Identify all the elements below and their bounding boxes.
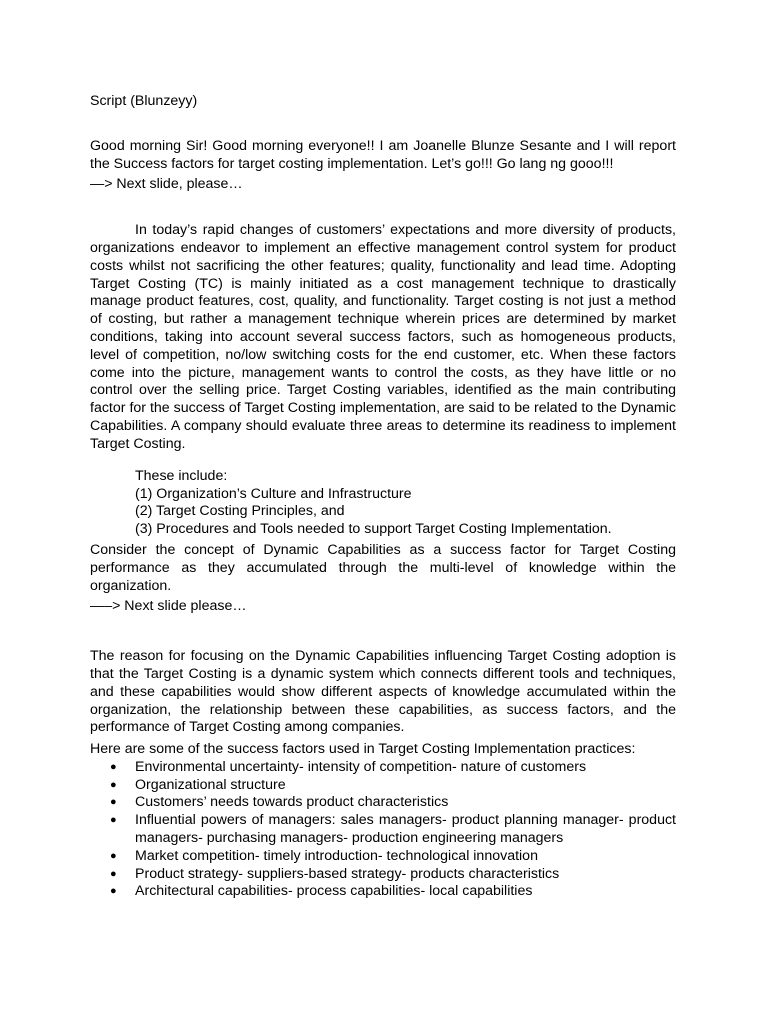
success-factors-list (90, 759, 676, 901)
list-item: ● Influential powers of managers: sales managers- product planning manager- product managers- purchasing managers- production engineering managers (110, 812, 676, 846)
success-factors-section (90, 741, 676, 901)
bullet-icon: ● (110, 796, 117, 809)
these-include-label: These include: (135, 467, 228, 484)
area-item: (1) Organization’s Culture and Infrastructure (135, 485, 412, 502)
list-item: ● Market competition- timely introduction- technological innovation (110, 847, 538, 864)
list-item: ● Environmental uncertainty- intensity of competition- nature of customers (110, 758, 587, 775)
next-slide-note-2: —–> Next slide please… (90, 598, 247, 614)
list-item: ● Customers’ needs towards product characteristics (110, 794, 449, 811)
area-item: (3) Procedures and Tools needed to support Target Costing Implementation. (135, 521, 612, 538)
reason-paragraph: The reason for focusing on the Dynamic Capabilities influencing Target Costing adoption is that the Target Costing is a dynamic system which connects different tools and techniques, and these capabilities would show different aspects of knowledge accumulated within the organization, the relationship between these capabilities, as success factors, and the performance of Target Costing among companies. (90, 648, 676, 736)
intro-paragraph: In today’s rapid changes of customers’ expectations and more diversity of products, organizations endeavor to implement an effective management control system for product costs whilst not sacrificing the other features; quality, functionality and lead time. Adopting Target Costing (TC) is mainly initiated as a cost management technique to drastically manage product features, cost, quality, and functionality. Target costing is not just a method of costing, but rather a management technique wherein prices are determined by market conditions, taking into account several success factors, such as homogeneous products, level of competition, no/low switching costs for the end customer, etc. When these factors come into the picture, management wants to control the costs, as they have little or no control over the selling price. Target Costing variables, identified as the main contributing factor for the success of Target Costing implementation, are said to be related to the Dynamic Capabilities. A company should evaluate three areas to determine its readiness to implement Target Costing. These include: (1) Organization’s Culture and Infrastructure (2) Target Costing Principles, and (3) Procedures and Tools needed to support Target Costing Implementation. (90, 222, 676, 538)
area-item: (2) Target Costing Principles, and (135, 503, 345, 520)
script-title: Script (Blunzeyy) (90, 93, 198, 109)
factors-intro: Here are some of the success factors used in Target Costing Implementation practices: (90, 741, 636, 757)
next-slide-note-1: —> Next slide, please… (90, 176, 243, 192)
list-item: ● Organizational structure (110, 776, 286, 793)
bullet-icon: ● (110, 849, 117, 862)
bullet-icon: ● (110, 778, 117, 791)
dynamic-capabilities-paragraph: Consider the concept of Dynamic Capabilities as a success factor for Target Costing performance as they accumulated through the multi-level of knowledge within the organization. (90, 542, 676, 594)
bullet-icon: ● (110, 885, 117, 898)
bullet-icon: ● (110, 760, 117, 773)
list-item: ● Architectural capabilities- process capabilities- local capabilities (110, 883, 533, 900)
list-item: ● Product strategy- suppliers-based strategy- products characteristics (110, 865, 560, 882)
bullet-icon: ● (110, 867, 117, 880)
bullet-icon: ● (110, 814, 117, 827)
greeting-paragraph: Good morning Sir! Good morning everyone!! I am Joanelle Blunze Sesante and I will report the Success factors for target costing implementation. Let’s go!!! Go lang ng gooo!!! (90, 138, 676, 172)
